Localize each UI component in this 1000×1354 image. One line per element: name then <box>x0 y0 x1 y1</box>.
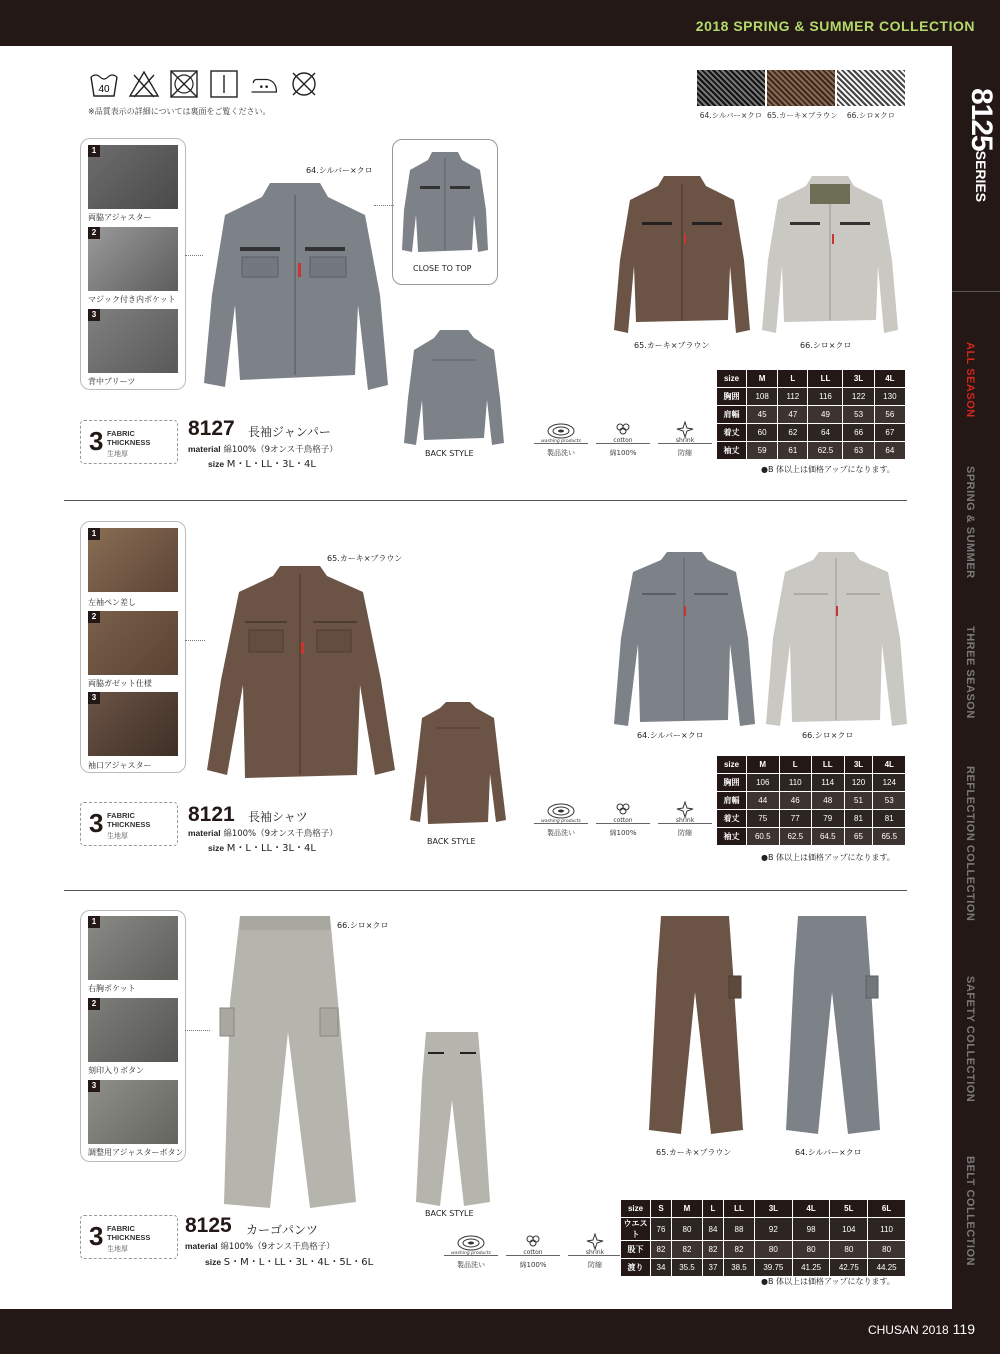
fabric-thickness-number: 3 <box>89 808 104 838</box>
no-dry-clean-icon <box>288 68 320 100</box>
fabric-thickness-sub: 生地厚 <box>107 450 128 458</box>
feature-label: 防縮 <box>588 1261 602 1269</box>
svg-text:washing products: washing products <box>541 439 581 443</box>
fabric-thickness-sub: 生地厚 <box>107 1245 128 1253</box>
fabric-thickness-title: FABRIC THICKNESS <box>107 1224 151 1242</box>
detail-label: 背中プリーツ <box>88 377 136 386</box>
back-style-label: BACK STYLE <box>427 837 476 846</box>
no-bleach-icon <box>128 68 160 100</box>
series-title <box>958 88 998 248</box>
detail-photo-inner-pocket <box>88 227 178 291</box>
leader-line <box>185 1030 210 1031</box>
svg-text:shrink: shrink <box>585 1249 605 1255</box>
footer-text <box>868 1321 975 1337</box>
feature-washing <box>534 420 588 458</box>
wash-40-icon <box>88 68 120 100</box>
line-dry-icon <box>208 68 240 100</box>
product-sizes: size S・M・L・LL・3L・4L・5L・6L <box>205 1257 374 1268</box>
size-table-header: size S M L LL 3L 4L 5L 6L <box>621 1200 906 1218</box>
pants-main-image <box>210 912 360 1212</box>
product-code: 8127 <box>188 417 235 440</box>
size-table-row: 股下 82 82 82 82 80 80 80 80 <box>621 1241 906 1259</box>
sidebar-divider <box>952 291 1000 292</box>
detail-label: 調整用アジャスターボタン <box>88 1148 184 1157</box>
main-color-label: 64.シルバー×クロ <box>306 166 373 175</box>
feature-shrink <box>568 1232 622 1270</box>
swatch-silver-black <box>697 70 765 106</box>
detail-number: 3 <box>88 692 100 704</box>
jacket-main-image <box>200 175 390 405</box>
swatch-labels <box>697 110 905 121</box>
iron-medium-icon <box>248 68 280 100</box>
detail-label: 両脇アジャスター <box>88 213 152 222</box>
feature-icons <box>534 420 712 458</box>
color-label: 65.カーキ×ブラウン <box>656 1148 732 1157</box>
size-table-row: 肩幅 45 47 49 53 56 <box>717 406 906 424</box>
feature-label: 防縮 <box>678 449 692 457</box>
size-table <box>716 755 906 846</box>
size-table-row: 肩幅 44 46 48 51 53 <box>717 792 906 810</box>
detail-label: 右胸ポケット <box>88 984 136 993</box>
leader-line <box>374 205 394 206</box>
product-material: material 綿100%（9オンス千鳥格子） <box>188 444 338 455</box>
fabric-thickness-badge <box>80 802 178 846</box>
main-color-label: 65.カーキ×ブラウン <box>327 554 403 563</box>
jacket-close-to-top-image <box>400 150 490 260</box>
page-number: 119 <box>952 1321 975 1337</box>
size-table-row: 胸囲 106 110 114 120 124 <box>717 774 906 792</box>
detail-number: 2 <box>88 227 100 239</box>
detail-number: 3 <box>88 1080 100 1092</box>
feature-washing <box>444 1232 498 1270</box>
leader-line <box>185 640 205 641</box>
swatch-khaki-brown <box>767 70 835 106</box>
detail-photo-gusset <box>88 611 178 675</box>
washing-products-icon <box>541 421 581 443</box>
feature-cotton <box>506 1232 560 1270</box>
washing-products-icon <box>451 1233 491 1255</box>
size-table-row: 渡り 34 35.5 37 38.5 39.75 41.25 42.75 44.25 <box>621 1259 906 1277</box>
care-note: ※品質表示の詳細については裏面をご覧ください。 <box>88 107 271 116</box>
detail-label: 刻印入りボタン <box>88 1066 144 1075</box>
detail-number: 1 <box>88 145 100 157</box>
detail-number: 2 <box>88 611 100 623</box>
detail-photo-adjuster-button <box>88 1080 178 1144</box>
fabric-thickness-title: FABRIC THICKNESS <box>107 429 151 447</box>
detail-photo-cuff-adjuster <box>88 692 178 756</box>
nav-reflection-collection[interactable]: REFLECTION COLLECTION <box>964 766 976 922</box>
feature-label: 綿100% <box>609 449 637 457</box>
color-label: 65.カーキ×ブラウン <box>634 341 710 350</box>
feature-icons <box>444 1232 622 1270</box>
svg-text:washing products: washing products <box>541 819 581 823</box>
series-label: SERIES <box>973 150 989 203</box>
svg-text:cotton: cotton <box>523 1249 543 1255</box>
product-material: material 綿100%（9オンス千鳥格子） <box>185 1241 335 1252</box>
product-name: 長袖ジャンパー <box>248 425 331 439</box>
detail-photo-pen-pocket <box>88 528 178 592</box>
detail-label: 両脇ガゼット仕様 <box>88 679 152 688</box>
size-table <box>716 369 906 460</box>
product-code: 8125 <box>185 1214 232 1237</box>
feature-icons <box>534 800 712 838</box>
size-table-row: 袖丈 60.5 62.5 64.5 65 65.5 <box>717 828 906 846</box>
footer-bar <box>0 1309 1000 1354</box>
jacket-khaki-image <box>612 170 752 340</box>
main-color-label: 66.シロ×クロ <box>337 921 389 930</box>
fabric-thickness-title: FABRIC THICKNESS <box>107 811 151 829</box>
price-note: ●B 体以上は価格アップになります。 <box>761 465 895 474</box>
detail-number: 2 <box>88 998 100 1010</box>
product-code: 8121 <box>188 803 235 826</box>
feature-shrink <box>658 800 712 838</box>
no-tumble-dry-icon <box>168 68 200 100</box>
shrink-icon <box>575 1233 615 1255</box>
svg-text:cotton: cotton <box>613 437 633 443</box>
fabric-swatches <box>697 70 905 106</box>
fabric-thickness-sub: 生地厚 <box>107 832 128 840</box>
feature-label: 綿100% <box>609 829 637 837</box>
swatch-label: 66.シロ×クロ <box>846 111 896 120</box>
svg-text:shrink: shrink <box>675 817 695 823</box>
price-note: ●B 体以上は価格アップになります。 <box>761 1277 895 1286</box>
nav-three-season[interactable]: THREE SEASON <box>964 626 976 719</box>
color-label: 64.シルバー×クロ <box>795 1148 862 1157</box>
color-label: 66.シロ×クロ <box>800 341 852 350</box>
shirt-main-image <box>205 560 400 785</box>
size-table-row: 着丈 75 77 79 81 81 <box>717 810 906 828</box>
feature-label: 製品洗い <box>547 829 575 837</box>
size-table-row: ウエスト 76 80 84 88 92 98 104 110 <box>621 1218 906 1241</box>
pants-silver-image <box>782 912 882 1137</box>
swatch-label: 64.シルバー×クロ <box>699 111 763 120</box>
size-table-row: 着丈 60 62 64 66 67 <box>717 424 906 442</box>
care-symbols <box>88 68 320 100</box>
svg-text:shrink: shrink <box>675 437 695 443</box>
feature-shrink <box>658 420 712 458</box>
fabric-thickness-number: 3 <box>89 426 104 456</box>
cotton-icon <box>603 421 643 443</box>
swatch-label: 65.カーキ×ブラウン <box>767 111 838 120</box>
collection-title: 2018 SPRING & SUMMER COLLECTION <box>695 18 975 34</box>
detail-number: 1 <box>88 528 100 540</box>
detail-label: 袖口アジャスター <box>88 761 152 770</box>
jacket-white-image <box>760 170 900 340</box>
feature-label: 綿100% <box>519 1261 547 1269</box>
size-table-header: size M L LL 3L 4L <box>717 370 906 388</box>
product-name: カーゴパンツ <box>246 1223 319 1237</box>
fabric-thickness-badge <box>80 1215 178 1259</box>
size-table-row: 袖丈 59 61 62.5 63 64 <box>717 442 906 460</box>
product-sizes: size M・L・LL・3L・4L <box>208 843 316 854</box>
shrink-icon <box>665 421 705 443</box>
footer-brand: CHUSAN 2018 <box>867 1323 949 1337</box>
back-style-label: BACK STYLE <box>425 1209 474 1218</box>
top-header-bar <box>0 0 1000 46</box>
shrink-icon <box>665 801 705 823</box>
shirt-back-image <box>408 700 508 830</box>
nav-belt-collection[interactable]: BELT COLLECTION <box>964 1156 976 1266</box>
series-number: 8125 <box>965 88 998 151</box>
back-style-label: BACK STYLE <box>425 449 474 458</box>
leader-line <box>185 255 203 256</box>
feature-label: 製品洗い <box>457 1261 485 1269</box>
shirt-white-image <box>764 548 909 730</box>
feature-cotton <box>596 420 650 458</box>
nav-all-season[interactable]: ALL SEASON <box>964 342 976 418</box>
series-sidebar <box>952 46 1000 1309</box>
wash-temp: 40 <box>98 84 110 95</box>
color-label: 64.シルバー×クロ <box>637 731 704 740</box>
detail-photo-chest-pocket <box>88 916 178 980</box>
svg-text:washing products: washing products <box>451 1251 491 1255</box>
feature-label: 防縮 <box>678 829 692 837</box>
detail-photo-side-adjuster <box>88 145 178 209</box>
detail-number: 3 <box>88 309 100 321</box>
detail-photo-back-pleats <box>88 309 178 373</box>
fabric-thickness-badge <box>80 420 178 464</box>
section-divider <box>64 500 907 501</box>
section-divider <box>64 890 907 891</box>
product-material: material 綿100%（9オンス千鳥格子） <box>188 828 338 839</box>
feature-cotton <box>596 800 650 838</box>
size-table <box>620 1199 906 1277</box>
size-table-header: size M L LL 3L 4L <box>717 756 906 774</box>
shirt-silver-image <box>612 548 757 730</box>
feature-label: 製品洗い <box>547 449 575 457</box>
detail-label: 左袖ペン差し <box>88 598 136 607</box>
nav-safety-collection[interactable]: SAFETY COLLECTION <box>964 976 976 1103</box>
product-name: 長袖シャツ <box>248 810 308 824</box>
jacket-back-image <box>402 328 507 450</box>
product-sizes: size M・L・LL・3L・4L <box>208 459 316 470</box>
washing-products-icon <box>541 801 581 823</box>
size-table-row: 胸囲 108 112 116 122 130 <box>717 388 906 406</box>
price-note: ●B 体以上は価格アップになります。 <box>761 853 895 862</box>
detail-photo-button <box>88 998 178 1062</box>
pants-khaki-image <box>645 912 745 1137</box>
swatch-white-black <box>837 70 905 106</box>
svg-text:cotton: cotton <box>613 817 633 823</box>
fabric-thickness-number: 3 <box>89 1221 104 1251</box>
nav-spring-summer[interactable]: SPRING & SUMMER <box>964 466 976 579</box>
cotton-icon <box>603 801 643 823</box>
cotton-icon <box>513 1233 553 1255</box>
detail-label: マジック付き内ポケット <box>88 295 176 304</box>
detail-number: 1 <box>88 916 100 928</box>
pants-back-image <box>412 1030 492 1208</box>
feature-washing <box>534 800 588 838</box>
color-label: 66.シロ×クロ <box>802 731 854 740</box>
close-to-top-label: CLOSE TO TOP <box>413 264 472 273</box>
